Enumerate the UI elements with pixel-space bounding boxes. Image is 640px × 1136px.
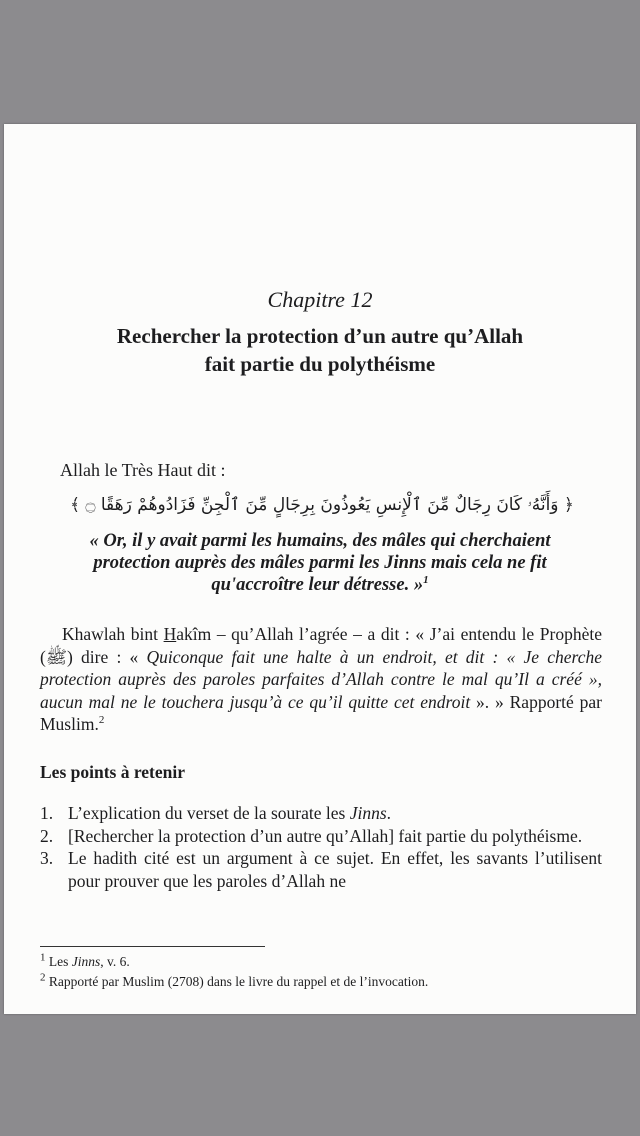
footnote-2: $^2$ Rapporté par Muslim (2708) dans le livre du rappel et de l’invocation. (40, 971, 429, 989)
verse-intro: Allah le Très Haut dit : (60, 460, 226, 480)
hadith-paragraph: Khawlah bint Hakîm – qu’Allah l’agrée – a dit : « J’ai entendu le Prophète (ﷺ) dire : « Quiconque fait une halte à un endroit, et dit : « Je cherche protection auprès des paroles parfaites d’Allah contre le mal qu’Il a créé », aucun mal ne le touchera jusqu’à ce qu’il quitte cet endroit ». » Rapporté par Muslim.$^2$ (40, 624, 602, 734)
list-item: 2. [Rechercher la protection d’un autre qu’Allah] fait partie du polythéisme. (40, 825, 583, 846)
points-list (40, 802, 602, 892)
list-item: 3. Le hadith cité est un argument à ce sujet. En effet, les savants l’utilisent pour prouver que les paroles d’Allah ne (40, 848, 602, 891)
points-heading: Les points à retenir (40, 762, 186, 782)
verse-line-2: protection auprès des mâles parmi les Jinns mais cela ne fit (93, 553, 547, 573)
footnote-divider (40, 946, 265, 947)
hadith-quote: Quiconque fait une halte à un endroit, et dit : « Je cherche protection auprès des paroles parfaites d’Allah contre le mal qu’Il a créé », aucun mal ne le touchera jusqu’à ce qu’il quitte cet endroit (40, 646, 602, 712)
chapter-title-line-2: fait partie du polythéisme (204, 352, 436, 376)
verse-translation (44, 530, 596, 596)
footnote-ref-2: 2 (98, 714, 105, 727)
verse-line-1: « Or, il y avait parmi les humains, des mâles qui cherchaient (89, 531, 551, 551)
verse-line-3: qu'accroître leur détresse. »$^1$ (211, 573, 429, 595)
arabic-verse: ﴿ وَأَنَّهُۥ كَانَ رِجَالٌ مِّنَ ٱلْإِنسِ يَعُوذُونَ بِرِجَالٍ مِّنَ ٱلْجِنِّ فَزَادُوهُمْ رَهَقًا ۝ ﴾ (70, 495, 574, 515)
chapter-number: Chapitre 12 (267, 287, 373, 312)
footnote-ref-1: 1 (423, 573, 429, 586)
book-page (4, 124, 636, 1014)
underlined-letter: H (163, 624, 177, 644)
list-item: 1. L’explication du verset de la sourate les Jinns. (40, 803, 392, 823)
chapter-title-line-1: Rechercher la protection d’un autre qu’Allah (116, 324, 524, 348)
footnote-1: $^1$ Les Jinns, v. 6. (40, 951, 130, 969)
chapter-title (4, 322, 636, 378)
